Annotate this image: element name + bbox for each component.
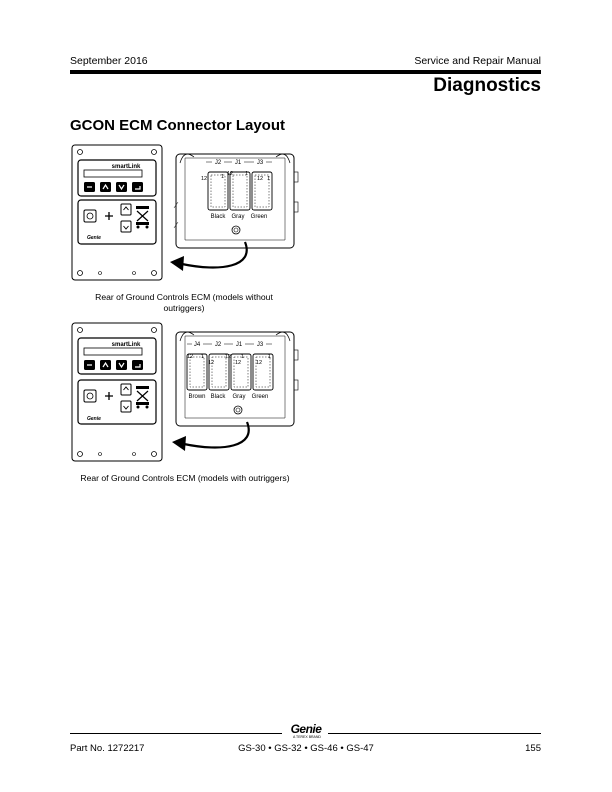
pin-12-label: 12 [256, 360, 263, 366]
enter-button [132, 360, 143, 370]
scissor-lift-icon [136, 386, 149, 409]
connector-j3-label: J3 [256, 160, 264, 166]
footer-genie-logo: Genie [290, 722, 322, 736]
power-button-icon [84, 210, 96, 222]
footer-models: GS-30 • GS-32 • GS-46 • GS-47 [238, 743, 374, 754]
connector-j4-label: J4 [193, 342, 201, 348]
connector-j4-color: Brown [188, 394, 206, 400]
connector-j1 [230, 172, 250, 210]
smartlink-label: smartLink [111, 342, 141, 348]
power-button-icon [84, 390, 96, 402]
pin-12-label: 12 [187, 354, 194, 360]
connector-j1-label: J1 [234, 160, 242, 166]
pin-12-label: 12 [227, 171, 234, 177]
connector-j1-color: Gray [231, 214, 245, 220]
pin-1-label: 1 [221, 174, 225, 180]
rear-view-arrow [170, 242, 247, 271]
pin-1-label: 1 [241, 354, 245, 360]
figure2-caption: Rear of Ground Controls ECM (models with outriggers) [80, 473, 290, 483]
connector-j1-label: J1 [235, 342, 243, 348]
connector-j3-color: Green [251, 394, 269, 400]
connector-j1-color: Gray [232, 394, 246, 400]
connector-j2-label: J2 [214, 160, 222, 166]
pin-1-label: 1 [267, 176, 271, 182]
down-arrow-button [116, 182, 127, 192]
lift-up-button-icon [121, 384, 131, 395]
scissor-lift-icon [136, 206, 149, 229]
connector-j3-label: J3 [256, 342, 264, 348]
connector-j2-label: J2 [214, 342, 222, 348]
lift-down-button-icon [121, 401, 131, 412]
footer-rule-right [328, 733, 541, 734]
ground-control-panel [72, 323, 162, 461]
page-number: 155 [525, 743, 541, 754]
connector-j2-color: Black [210, 394, 226, 400]
ground-control-panel [72, 145, 162, 280]
lift-up-button-icon [121, 204, 131, 215]
footer-logo-subtitle: A TEREX BRAND [293, 735, 321, 739]
pin-1-label: 1 [201, 354, 205, 360]
header-manual-title: Service and Repair Manual [414, 55, 541, 67]
enter-button [132, 182, 143, 192]
connector-j3-color: Green [250, 214, 268, 220]
pin-1-label: 1 [268, 354, 272, 360]
panel-genie-logo: Genie [87, 416, 101, 422]
figure1-caption: Rear of Ground Controls ECM (models without outriggers) [95, 292, 273, 313]
pin-12-label: 12 [225, 354, 232, 360]
panel-genie-logo: Genie [87, 235, 101, 241]
pin-12-label: 12 [235, 360, 242, 366]
up-arrow-button [100, 182, 111, 192]
connector-j2 [208, 172, 228, 210]
ecm-rear-housing [174, 154, 298, 248]
header-rule [70, 70, 541, 74]
figure-ecm-with-outriggers [70, 320, 310, 470]
pin-12-label: 12 [201, 176, 208, 182]
section-title: Diagnostics [433, 75, 541, 96]
header-date: September 2016 [70, 55, 148, 67]
footer-part-number: Part No. 1272217 [70, 743, 145, 754]
page-title: GCON ECM Connector Layout [70, 117, 286, 134]
up-arrow-button [100, 360, 111, 370]
connector-j2-color: Black [210, 214, 226, 220]
footer-rule-left [70, 733, 282, 734]
pin-12-label: 12 [257, 176, 264, 182]
down-arrow-button [116, 360, 127, 370]
smartlink-label: smartLink [111, 164, 141, 170]
pin-12-label: 12 [208, 360, 215, 366]
figure-ecm-without-outriggers [70, 142, 310, 287]
lift-down-button-icon [121, 221, 131, 232]
pin-1-label: 1 [245, 171, 249, 177]
